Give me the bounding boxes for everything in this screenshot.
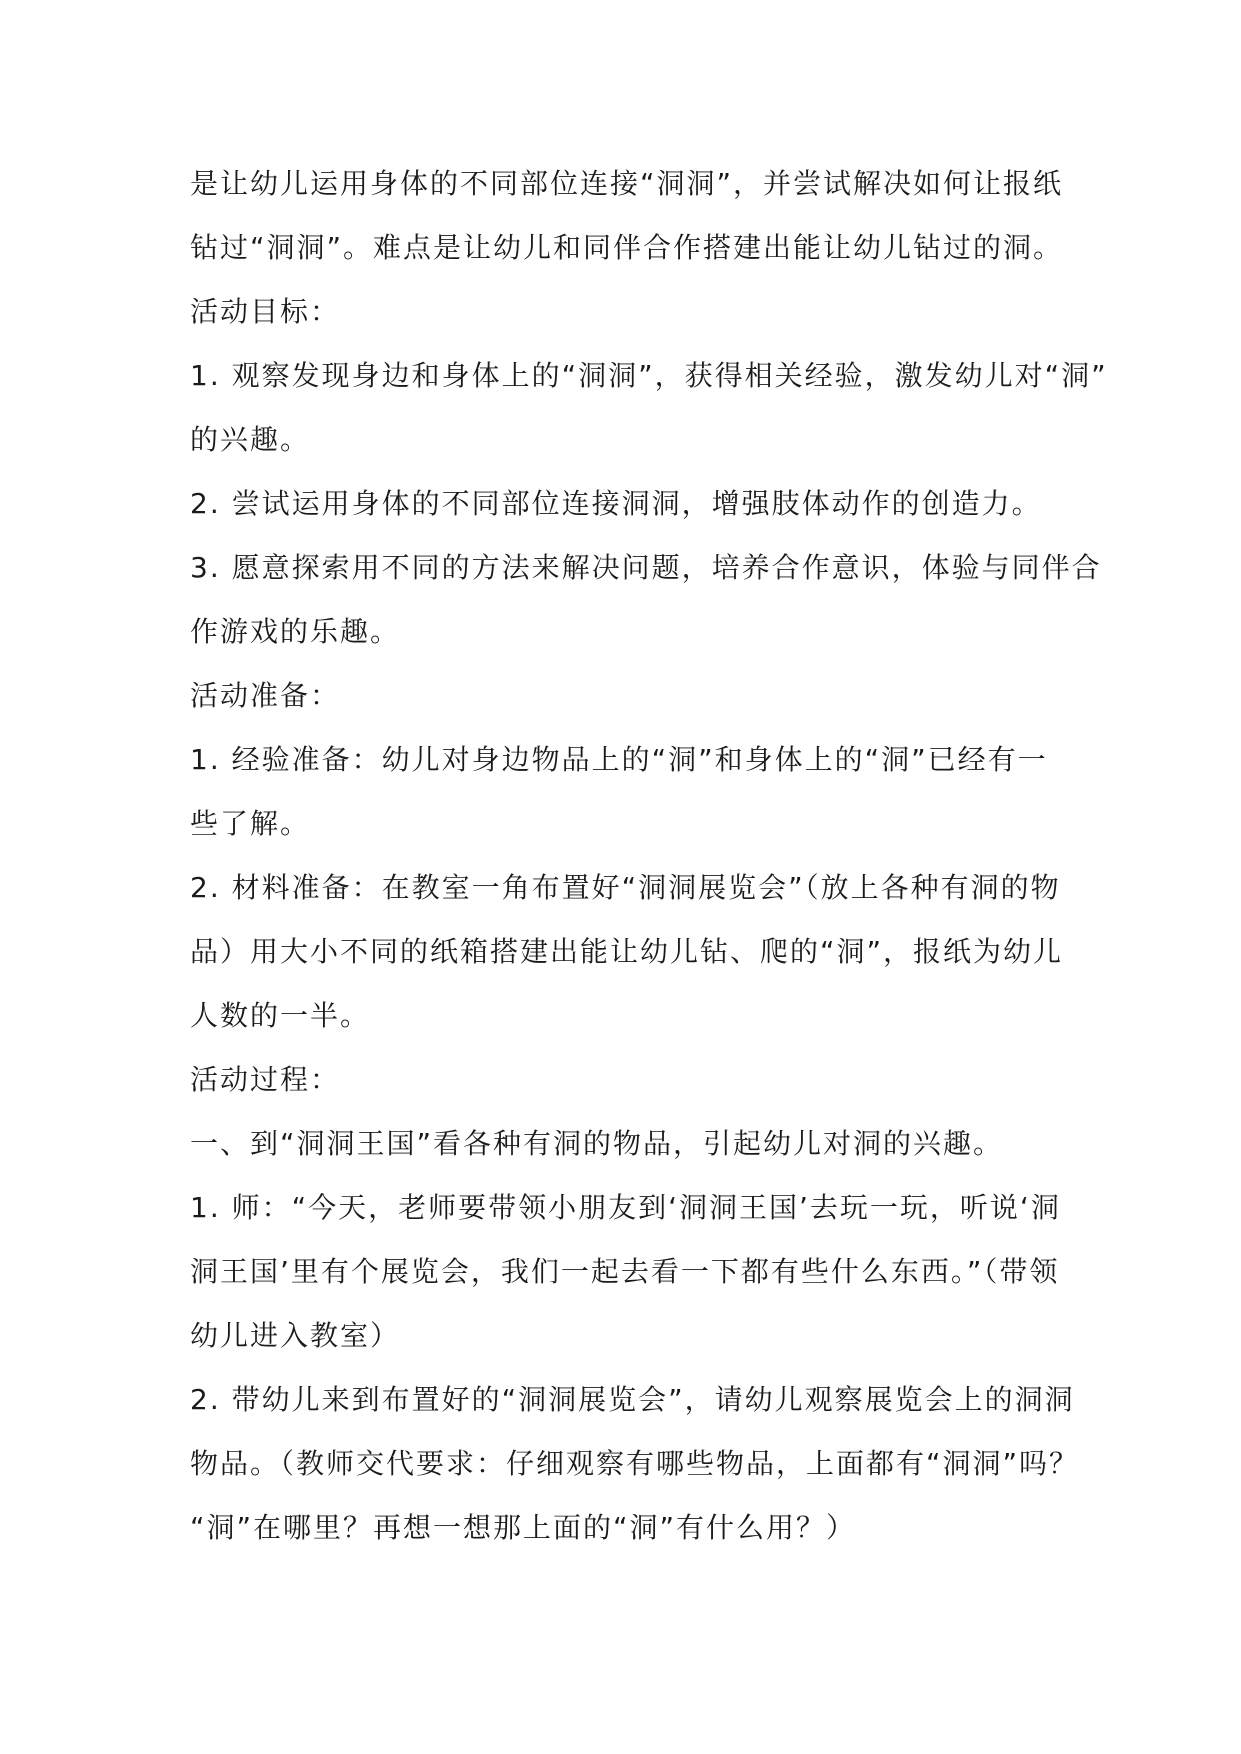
text-line: 钻过“洞洞”。难点是让幼儿和同伴合作搭建出能让幼儿钻过的洞。 [190, 231, 1064, 264]
text-line: 1. 经验准备：幼儿对身边物品上的“洞”和身体上的“洞”已经有一 [190, 743, 1048, 776]
text-line: 2. 带幼儿来到布置好的“洞洞展览会”，请幼儿观察展览会上的洞洞 [190, 1383, 1075, 1416]
text-line: “洞”在哪里？再想一想那上面的“洞”有什么用？） [190, 1511, 857, 1544]
text-line: 一、到“洞洞王国”看各种有洞的物品，引起幼儿对洞的兴趣。 [190, 1127, 1004, 1160]
text-line: 3. 愿意探索用不同的方法来解决问题，培养合作意识，体验与同伴合 [190, 551, 1102, 584]
section-heading-goals: 活动目标： [190, 295, 341, 328]
text-line: 2. 材料准备：在教室一角布置好“洞洞展览会”（放上各种有洞的物 [190, 871, 1061, 904]
text-line: 人数的一半。 [190, 999, 371, 1032]
text-line: 1. 观察发现身边和身体上的“洞洞”，获得相关经验，激发幼儿对“洞” [190, 359, 1108, 392]
text-line: 2. 尝试运用身体的不同部位连接洞洞，增强肢体动作的创造力。 [190, 487, 1042, 520]
section-heading-process: 活动过程： [190, 1063, 341, 1096]
text-line: 洞王国’里有个展览会，我们一起去看一下都有些什么东西。”（带领 [190, 1255, 1060, 1288]
document-body [190, 158, 1108, 1566]
text-line: 作游戏的乐趣。 [190, 615, 401, 648]
text-line: 1. 师：“今天，老师要带领小朋友到‘洞洞王国’去玩一玩，听说‘洞 [190, 1191, 1061, 1224]
text-line: 品）用大小不同的纸箱搭建出能让幼儿钻、爬的“洞”，报纸为幼儿 [190, 935, 1064, 968]
text-line: 幼儿进入教室） [190, 1319, 401, 1352]
section-heading-preparation: 活动准备： [190, 679, 341, 712]
text-line: 是让幼儿运用身体的不同部位连接“洞洞”，并尝试解决如何让报纸 [190, 167, 1064, 200]
text-line: 些了解。 [190, 807, 311, 840]
text-line: 物品。（教师交代要求：仔细观察有哪些物品，上面都有“洞洞”吗？ [190, 1447, 1080, 1480]
text-line: 的兴趣。 [190, 423, 311, 456]
